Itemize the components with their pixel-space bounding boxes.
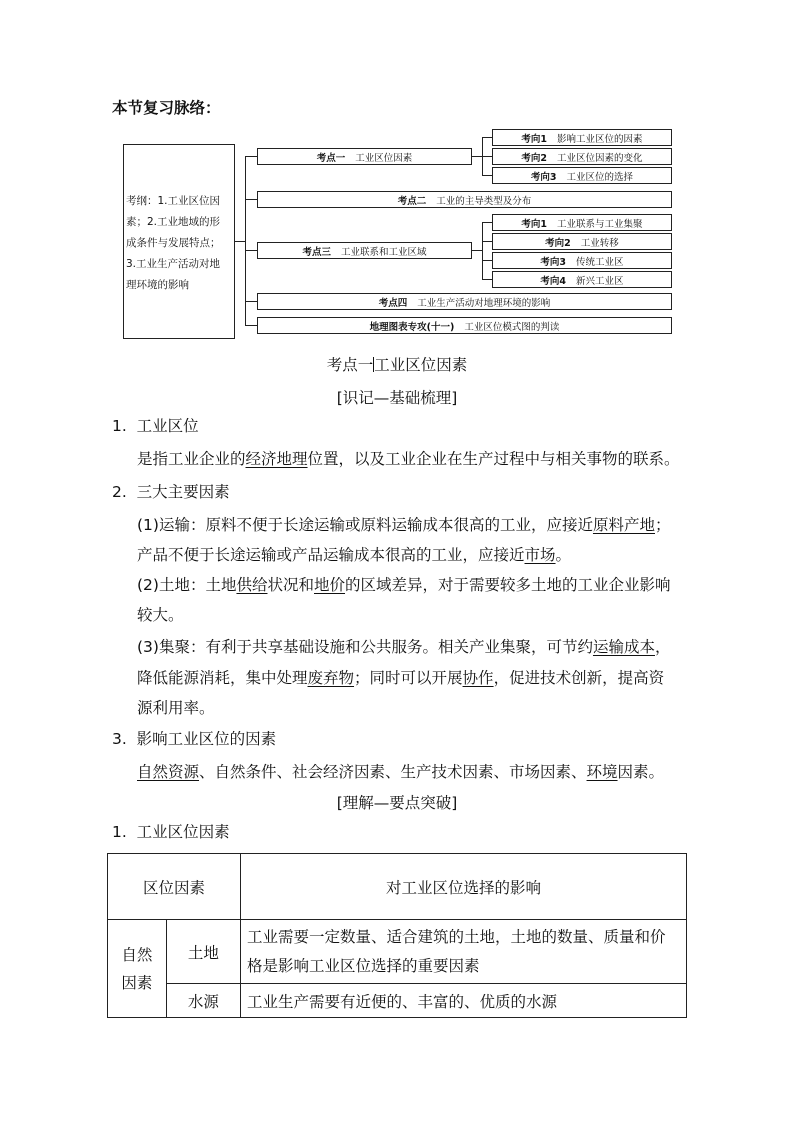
heading [0,353,794,375]
section-title: 本节复习脉络： [112,99,221,117]
connector [472,156,482,157]
subheading-understand: [理解—要点突破] [336,794,458,812]
connector [482,156,492,157]
row-land-desc: 工业需要一定数量、适合建筑的土地，土地的数量、质量和价 格是影响工业区位选择的重要因素 [241,920,687,984]
table-header-row [108,854,687,920]
s3-body: 自然资源、自然条件、社会经济因素、生产技术因素、市场因素、环境因素。 [137,763,665,781]
point-box-1: 考点一 工业区位因素 [257,148,472,165]
s2-p3-line3: 源利用率。 [137,699,215,717]
direction-box-1-2: 考向2 工业区位因素的变化 [492,148,672,165]
connector [245,199,257,200]
s2-p1-line2: 产品不便于长途运输或产品运输成本很高的工业，应接近市场。 [137,546,572,564]
connector [245,156,257,157]
connector [482,137,492,138]
connector [482,241,492,242]
direction-box-3-4: 考向4 新兴工业区 [492,271,672,288]
direction-box-3-3: 考向3 传统工业区 [492,252,672,269]
connector [482,279,492,280]
direction-box-1-1: 考向1 影响工业区位的因素 [492,129,672,146]
connector [472,250,482,251]
connector [235,241,245,242]
heading-prefix: 考点一 [326,356,374,374]
point-box-5: 地理图表专攻(十一) 工业区位模式图的判读 [257,317,672,334]
s2-p2-line1: (2)土地：土地供给状况和地价的区域差异，对于需要较多土地的工业企业影响 [137,576,671,594]
connector [245,325,257,326]
table-row [108,984,687,1018]
s2-p2-line2: 较大。 [137,606,184,624]
s1-title: 1. 工业区位 [112,417,199,435]
connector [482,260,492,261]
s3-title: 3. 影响工业区位的因素 [112,730,277,748]
point-box-3: 考点三 工业联系和工业区域 [257,242,472,259]
s2-p1-line1: (1)运输：原料不便于长途运输或原料运输成本很高的工业，应接近原料产地； [137,516,671,534]
connector [245,250,257,251]
header-factor: 区位因素 [108,854,241,920]
heading-title: 工业区位因素 [374,356,468,374]
connector [482,222,492,223]
point-box-4: 考点四 工业生产活动对地理环境的影响 [257,293,672,310]
s2-p3-line2: 降低能源消耗，集中处理废弃物；同时可以开展协作，促进技术创新，提高资 [137,669,665,687]
direction-box-3-1: 考向1 工业联系与工业集聚 [492,214,672,231]
s2-p3-line1: (3)集聚：有利于共享基础设施和公共服务。相关产业集聚，可节约运输成本， [137,638,671,656]
table-row [108,920,687,984]
direction-box-1-3: 考向3 工业区位的选择 [492,167,672,184]
point-box-2: 考点二 工业的主导类型及分布 [257,191,672,208]
row-land-key: 土地 [166,920,240,984]
s1-body: 是指工业企业的经济地理位置，以及工业企业在生产过程中与相关事物的联系。 [137,450,680,468]
header-impact: 对工业区位选择的影响 [241,854,687,920]
s4-title: 1. 工业区位因素 [112,823,230,841]
connector [482,175,492,176]
direction-box-3-2: 考向2 工业转移 [492,233,672,250]
factor-table [107,853,687,1018]
connector [482,222,483,279]
s2-title: 2. 三大主要因素 [112,483,230,501]
row-water-key: 水源 [166,984,240,1018]
group-natural: 自然 因素 [108,920,167,1018]
connector [245,301,257,302]
outline-box: 考纲：1.工业区位因素；2.工业地域的形成条件与发展特点；3.工业生产活动对地理环境的影响 [123,144,235,339]
row-water-desc: 工业生产需要有近便的、丰富的、优质的水源 [241,984,687,1018]
subheading-recall: [识记—基础梳理] [336,389,458,407]
